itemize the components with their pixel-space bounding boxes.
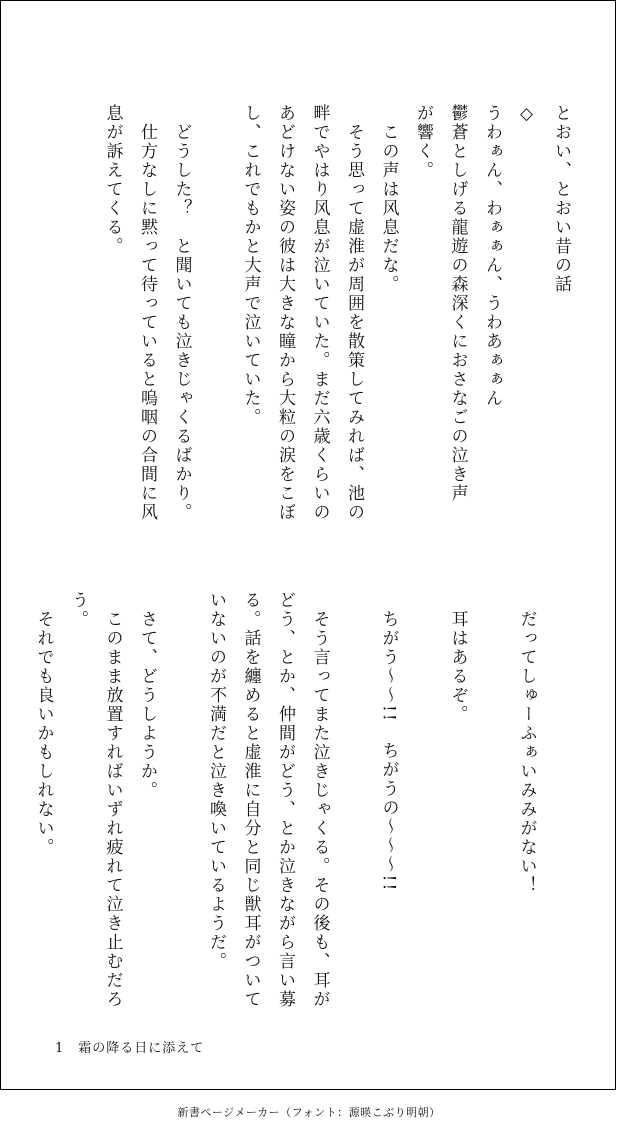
page-folio: 1 霜の降る日に添えて bbox=[55, 1041, 205, 1056]
upper-text-block: とおい、とおい昔の話 ◇ うわぁん、わぁぁん、うわあぁぁん 鬱蒼としげる龍遊の森深くにおさなごの泣き声 が響く。 この声は风息だな。 そう思って虚淮が周囲を散策してみれば、池の 畔でやはり风息が泣いていた。まだ六歳くらいの あどけない姿の彼は大きな瞳から大粒の涙をこぼ し、これでもかと大声で泣いていた。 どうした？ と聞いても泣きじゃくるばかり。 仕方なしに黙って待っていると嗚咽の合間に风 息が訴えてくる。 bbox=[102, 104, 571, 522]
credit-caption: 新書ページメーカー（フォント：源暎こぶり明朝） bbox=[177, 1106, 441, 1119]
lower-text-block: だってしゅーふぁいみみがない！ 耳はあるぞ。 ちがう〜〜!! ちがうの〜〜〜!! そう言ってまた泣きじゃくる。その後も、耳が どう、とか、仲間がどう、とか泣きながら言い募 る。話を纏めると虚淮に自分と同じ獣耳がついて いないのが不満だと泣き喚いているようだ。 さて、どうしようか。 このまま放置すればいずれ疲れて泣き止むだろ う。 それでも良いかもしれない。 bbox=[33, 591, 537, 1009]
